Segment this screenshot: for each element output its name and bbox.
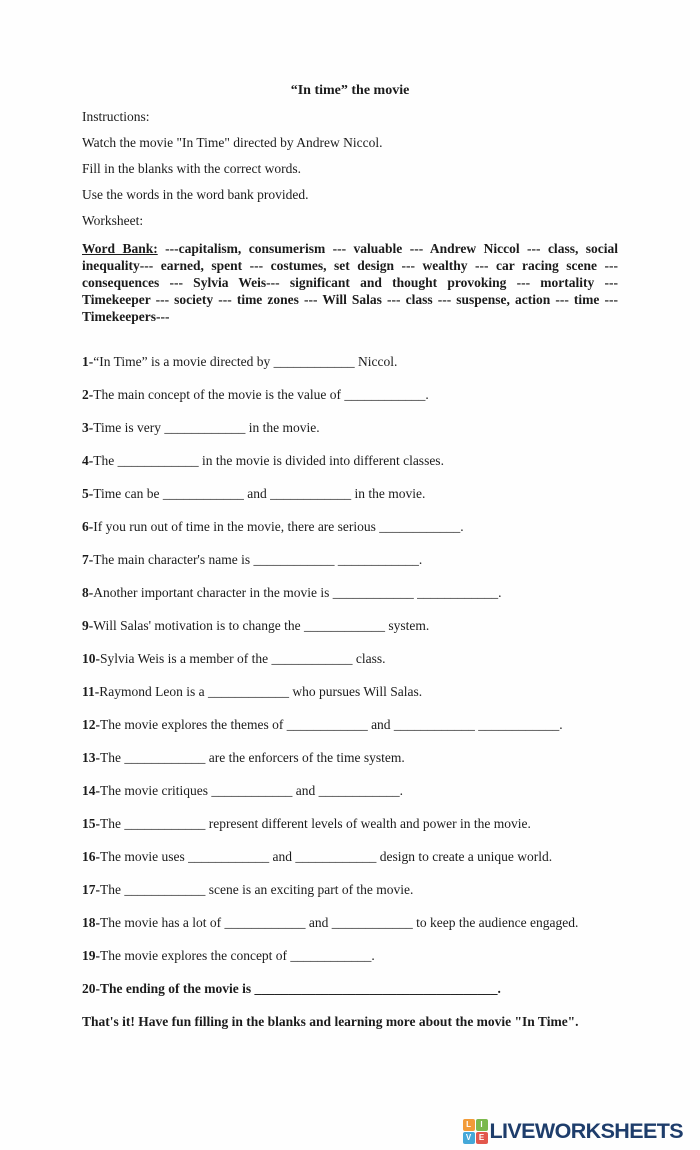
logo-tile-l: L (463, 1119, 475, 1131)
question-number: 4- (82, 453, 94, 468)
question-6 (82, 520, 618, 534)
question-number: 3- (82, 420, 94, 435)
question-number: 16- (82, 849, 100, 864)
question-13 (82, 751, 618, 765)
question-7 (82, 553, 618, 567)
liveworksheets-wordmark: LIVEWORKSHEETS (489, 1118, 683, 1143)
question-14 (82, 784, 618, 798)
question-number: 20- (82, 981, 100, 996)
question-text: Time is very ____________ in the movie. (93, 420, 320, 435)
instructions-label: Instructions: (82, 109, 150, 124)
word-bank-text: ---capitalism, consumerism --- valuable --- Andrew Niccol --- class, social inequality--- earned, spent --- costumes, set design --- wealthy --- car racing scene --- consequences --- Sylvia Weis--- significant and thought provoking --- mortality --- Timekeeper --- society --- time zones --- Will Salas --- class --- suspense, action --- time --- Timekeepers--- (82, 241, 619, 324)
question-number: 1- (82, 354, 94, 369)
instruction-use: Use the words in the word bank provided. (82, 187, 309, 202)
question-text: The movie critiques ____________ and ____________. (100, 783, 403, 798)
closing-note: That's it! Have fun filling in the blanks and learning more about the movie "In Time". (82, 1014, 579, 1029)
question-number: 15- (82, 816, 100, 831)
question-text: The main character's name is ____________ ____________. (93, 552, 423, 567)
worksheet-content (82, 84, 618, 1029)
question-number: 19- (82, 948, 100, 963)
question-9 (82, 619, 618, 633)
instruction-fill: Fill in the blanks with the correct words. (82, 161, 301, 176)
question-text: Sylvia Weis is a member of the ____________ class. (100, 651, 386, 666)
liveworksheets-logo-icon (463, 1119, 488, 1144)
question-text: The movie uses ____________ and ____________ design to create a unique world. (100, 849, 553, 864)
logo-tile-v: V (463, 1132, 475, 1144)
question-text: Will Salas' motivation is to change the ____________ system. (93, 618, 430, 633)
question-15 (82, 817, 618, 831)
question-number: 5- (82, 486, 94, 501)
question-number: 11- (82, 684, 100, 699)
liveworksheets-logo[interactable] (463, 1119, 683, 1144)
question-number: 8- (82, 585, 94, 600)
page-title: “In time” the movie (290, 83, 410, 98)
question-text: The ____________ represent different levels of wealth and power in the movie. (100, 816, 531, 831)
worksheet-label: Worksheet: (82, 213, 144, 228)
question-16 (82, 850, 618, 864)
question-19 (82, 949, 618, 963)
question-number: 2- (82, 387, 94, 402)
question-number: 14- (82, 783, 100, 798)
question-number: 9- (82, 618, 94, 633)
word-bank-label: Word Bank: (82, 241, 158, 256)
question-11 (82, 685, 618, 699)
logo-tile-i: I (476, 1119, 488, 1131)
question-number: 13- (82, 750, 100, 765)
question-text: The movie explores the themes of ____________ and ____________ ____________. (100, 717, 563, 732)
question-number: 10- (82, 651, 100, 666)
question-number: 18- (82, 915, 100, 930)
word-bank (82, 240, 618, 325)
question-text: The ____________ scene is an exciting part of the movie. (100, 882, 414, 897)
question-8 (82, 586, 618, 600)
question-number: 12- (82, 717, 100, 732)
question-2 (82, 388, 618, 402)
question-text: Another important character in the movie is ____________ ____________. (93, 585, 502, 600)
question-text: The movie has a lot of ____________ and ____________ to keep the audience engaged. (100, 915, 579, 930)
question-text: The ____________ in the movie is divided into different classes. (93, 453, 444, 468)
question-10 (82, 652, 618, 666)
question-number: 17- (82, 882, 100, 897)
question-12 (82, 718, 618, 732)
instruction-watch: Watch the movie "In Time" directed by Andrew Niccol. (82, 135, 383, 150)
question-text: If you run out of time in the movie, there are serious ____________. (93, 519, 464, 534)
question-18 (82, 916, 618, 930)
question-4 (82, 454, 618, 468)
logo-tile-e: E (476, 1132, 488, 1144)
question-1 (82, 355, 618, 369)
question-text: “In Time” is a movie directed by ____________ Niccol. (93, 354, 398, 369)
question-text: Raymond Leon is a ____________ who pursues Will Salas. (99, 684, 423, 699)
question-17 (82, 883, 618, 897)
question-text: The ending of the movie is ____________________________________. (100, 981, 501, 996)
question-text: The main concept of the movie is the value of ____________. (93, 387, 429, 402)
question-20 (82, 982, 618, 996)
question-3 (82, 421, 618, 435)
question-text: The movie explores the concept of ____________. (100, 948, 375, 963)
question-number: 7- (82, 552, 94, 567)
question-number: 6- (82, 519, 94, 534)
question-5 (82, 487, 618, 501)
question-text: The ____________ are the enforcers of the time system. (100, 750, 405, 765)
question-text: Time can be ____________ and ____________ in the movie. (93, 486, 426, 501)
questions-list (82, 355, 618, 996)
